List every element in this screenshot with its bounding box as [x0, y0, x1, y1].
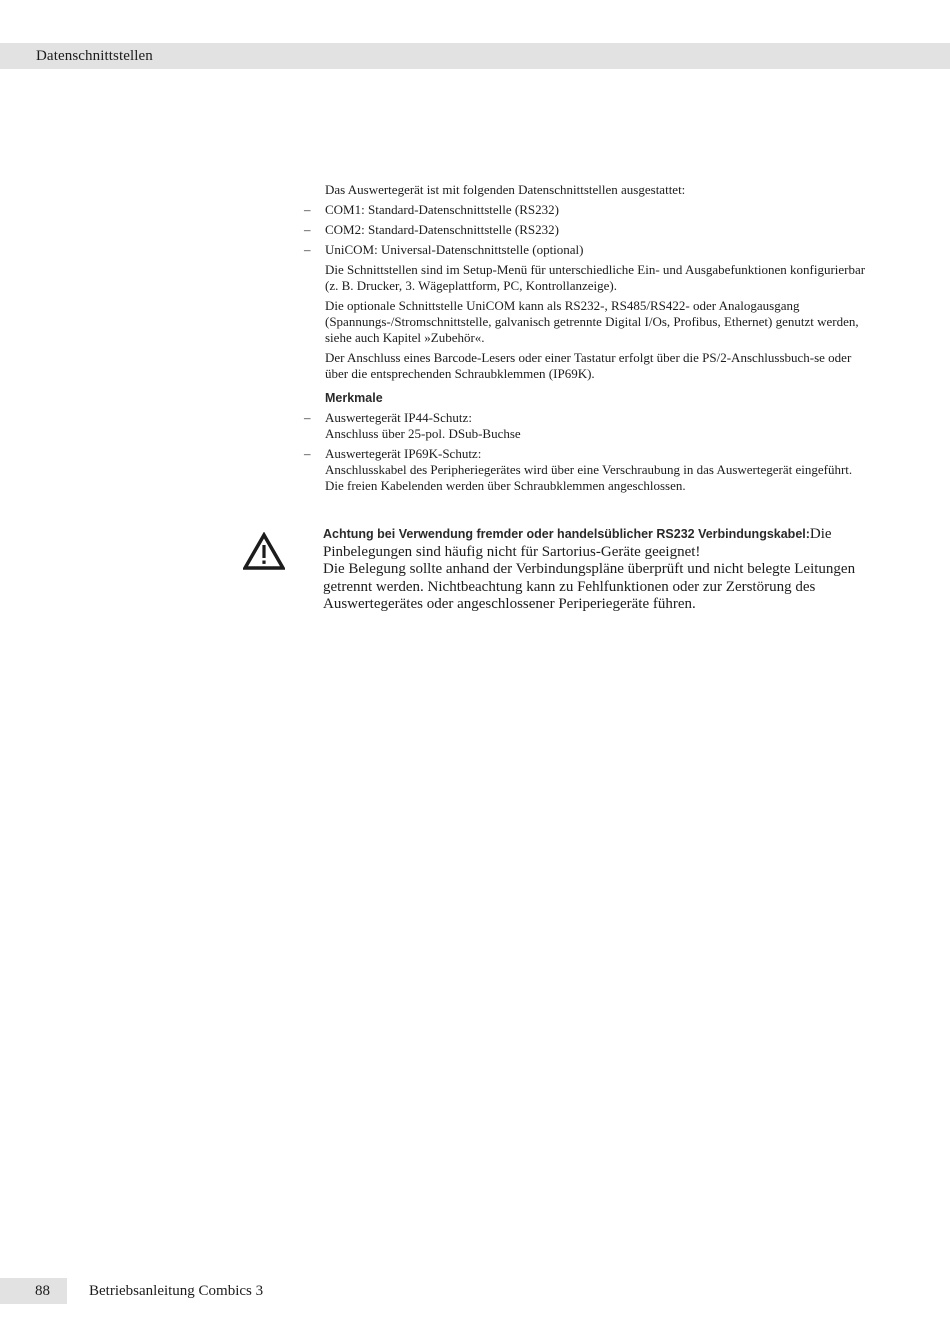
page-header: [0, 43, 950, 69]
warning-text-2: Die Belegung sollte anhand der Verbindungspläne überprüft und nicht belegte Leitungen getrennt werden. Nichtbeachtung kann zu Fehlfunktionen oder zur Zerstörung des Auswertegerätes oder angeschlossener Periperiegeräte führen.: [323, 561, 856, 612]
paragraph-setup: Die Schnittstellen sind im Setup-Menü für unterschiedliche Ein- und Ausgabefunktionen konfigurierbar (z. B. Drucker, 3. Wägeplattform, PC, Kontrollanzeige).: [325, 262, 866, 293]
feature-line: Auswertegerät IP44-Schutz:: [325, 410, 472, 425]
dash-marker: –: [304, 410, 311, 425]
dash-marker: –: [304, 446, 311, 461]
section-title: Datenschnittstellen: [36, 48, 153, 64]
feature-detail: Anschluss über 25-pol. DSub-Buchse: [325, 426, 521, 441]
page-number: 88: [35, 1283, 50, 1299]
list-item: [304, 222, 870, 238]
interface-item: COM2: Standard-Datenschnittstelle (RS232): [325, 222, 559, 237]
dash-marker: –: [304, 202, 311, 217]
main-content: [304, 182, 870, 498]
document-title: Betriebsanleitung Combics 3: [89, 1283, 264, 1299]
warning-notice: [323, 526, 873, 614]
list-item: [304, 446, 870, 494]
list-item: [304, 410, 870, 442]
paragraph-barcode: Der Anschluss eines Barcode-Lesers oder einer Tastatur erfolgt über die PS/2-Anschlussbuch-se oder über die entsprechenden Schraubklemmen (IP69K).: [325, 350, 852, 381]
warning-title: Achtung bei Verwendung fremder oder handelsüblicher RS232 Verbindungskabel:: [323, 527, 810, 541]
list-item: [304, 242, 870, 258]
warning-paragraph-1: [323, 526, 873, 561]
feature-line: Auswertegerät IP69K-Schutz:: [325, 446, 482, 461]
warning-text-1: Die Pinbelegungen sind häufig nicht für Sartorius-Geräte geeignet!: [323, 526, 832, 560]
interface-item: COM1: Standard-Datenschnittstelle (RS232): [325, 202, 559, 217]
features-heading: Merkmale: [325, 391, 383, 405]
dash-marker: –: [304, 242, 311, 257]
paragraph-unicom: Die optionale Schnittstelle UniCOM kann als RS232-, RS485/RS422- oder Analogausgang (Spannungs-/Stromschnittstelle, galvanisch getrennte Digital I/Os, Profibus, Ethernet) genutzt werden, siehe auch Kapitel »Zubehör«.: [325, 298, 859, 345]
page-number-box: [0, 1278, 67, 1304]
warning-triangle-icon: [243, 532, 285, 570]
dash-marker: –: [304, 222, 311, 237]
feature-detail: Anschlusskabel des Peripheriegerätes wird über eine Verschraubung in das Auswertegerät eingeführt. Die freien Kabelenden werden über Schraubklemmen angeschlossen.: [325, 462, 853, 493]
intro-text: Das Auswertegerät ist mit folgenden Datenschnittstellen ausgestattet:: [325, 182, 686, 197]
list-item: [304, 202, 870, 218]
interface-item: UniCOM: Universal-Datenschnittstelle (optional): [325, 242, 584, 257]
